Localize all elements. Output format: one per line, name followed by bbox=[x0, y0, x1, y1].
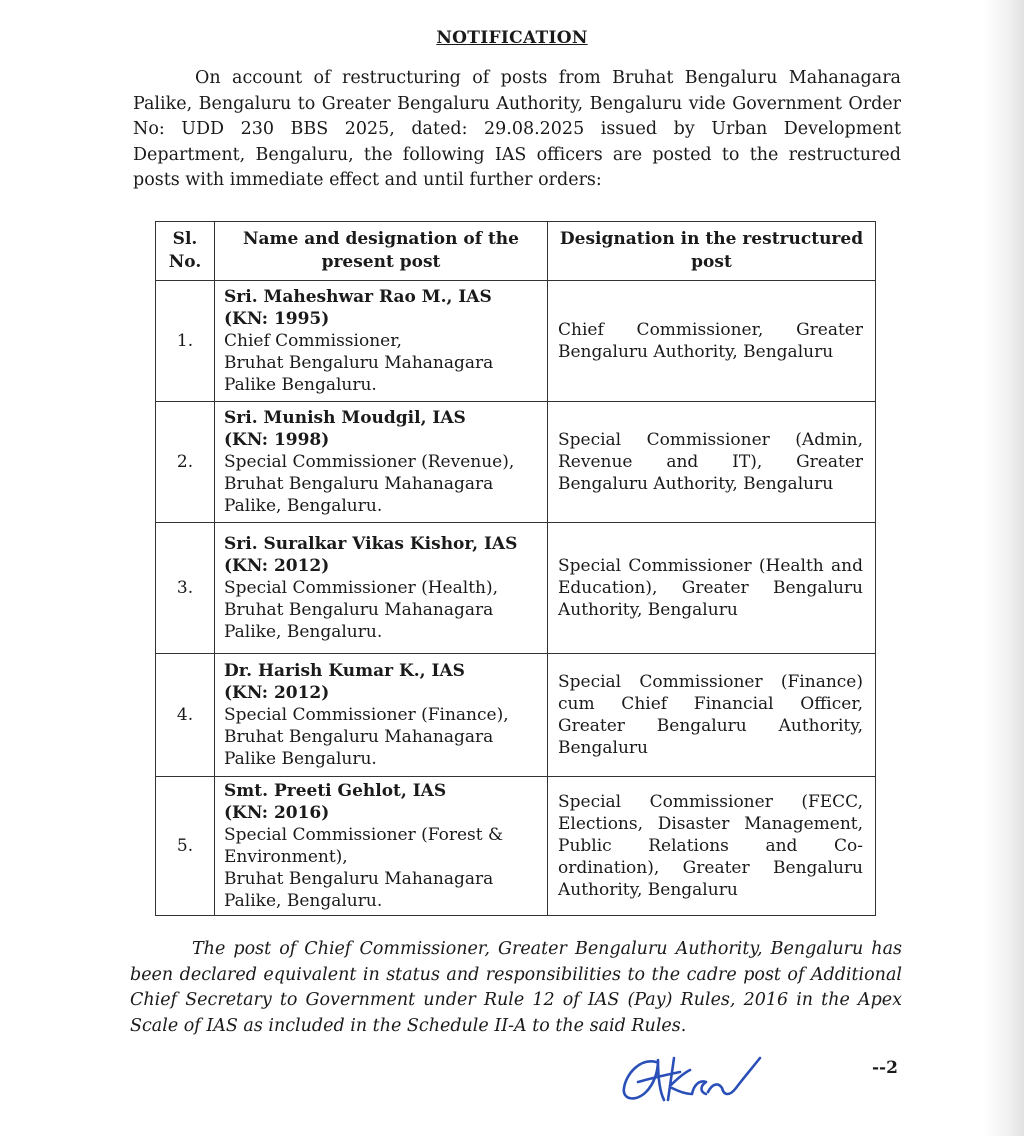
restructured-post-cell: Special Commissioner (FECC, Elections, Disaster Management, Public Relations and Co-ordination), Greater Bengaluru Authority, Bengaluru bbox=[548, 777, 876, 916]
table-row bbox=[156, 402, 876, 523]
present-post-line: Bruhat Bengaluru Mahanagara bbox=[224, 474, 494, 494]
present-post-line: Palike, Bengaluru. bbox=[224, 622, 383, 642]
table-row bbox=[156, 281, 876, 402]
row-slno: 2. bbox=[156, 402, 215, 523]
present-post-line: Special Commissioner (Health), bbox=[224, 578, 499, 598]
present-post-line: Palike Bengaluru. bbox=[224, 375, 377, 395]
restructured-post-cell: Special Commissioner (Health and Education), Greater Bengaluru Authority, Bengaluru bbox=[548, 523, 876, 654]
row-slno: 1. bbox=[156, 281, 215, 402]
officer-name: Dr. Harish Kumar K., IAS bbox=[224, 661, 465, 681]
footnote-paragraph: The post of Chief Commissioner, Greater Bengaluru Authority, Bengaluru has been declared equivalent in status and responsibilities to the cadre post of Additional Chief Secretary to Government under Rule 12 of IAS (Pay) Rules, 2016 in the Apex Scale of IAS as included in the Schedule II-A to the said Rules. bbox=[130, 939, 902, 1036]
officer-cell bbox=[215, 523, 548, 654]
postings-table bbox=[155, 221, 876, 916]
officer-cell bbox=[215, 777, 548, 916]
present-post-line: Palike Bengaluru. bbox=[224, 749, 377, 769]
officer-batch: (KN: 2016) bbox=[224, 803, 330, 823]
header-present-post: Name and designation of the present post bbox=[215, 222, 548, 281]
page-continuation-marker: --2 bbox=[872, 1058, 898, 1078]
table-row bbox=[156, 654, 876, 777]
officer-name: Sri. Munish Moudgil, IAS bbox=[224, 408, 466, 428]
intro-paragraph: On account of restructuring of posts from Bruhat Bengaluru Mahanagara Palike, Bengaluru to Greater Bengaluru Authority, Bengaluru vide Government Order No: UDD 230 BBS 2025, dated: 29.08.2025 issued by Urban Development Department, Bengaluru, the following IAS officers are posted to the restructured posts with immediate effect and until further orders: bbox=[133, 68, 901, 190]
header-restructured-post: Designation in the restructured post bbox=[548, 222, 876, 281]
officer-cell bbox=[215, 654, 548, 777]
table-row bbox=[156, 523, 876, 654]
present-post-line: Bruhat Bengaluru Mahanagara bbox=[224, 600, 494, 620]
row-slno: 3. bbox=[156, 523, 215, 654]
signature-mark bbox=[618, 1048, 763, 1108]
present-post-line: Bruhat Bengaluru Mahanagara bbox=[224, 353, 494, 373]
present-post-line: Special Commissioner (Forest & bbox=[224, 825, 504, 845]
table-row bbox=[156, 777, 876, 916]
present-post-line: Bruhat Bengaluru Mahanagara bbox=[224, 727, 494, 747]
restructured-post-cell: Special Commissioner (Finance) cum Chief Financial Officer, Greater Bengaluru Authority, Bengaluru bbox=[548, 654, 876, 777]
row-slno: 5. bbox=[156, 777, 215, 916]
officer-name: Smt. Preeti Gehlot, IAS bbox=[224, 781, 447, 801]
officer-batch: (KN: 2012) bbox=[224, 556, 330, 576]
present-post-line: Special Commissioner (Finance), bbox=[224, 705, 509, 725]
restructured-post-cell: Chief Commissioner, Greater Bengaluru Authority, Bengaluru bbox=[548, 281, 876, 402]
present-post-line: Bruhat Bengaluru Mahanagara bbox=[224, 869, 494, 889]
row-slno: 4. bbox=[156, 654, 215, 777]
present-post-line: Palike, Bengaluru. bbox=[224, 891, 383, 911]
restructured-post-cell: Special Commissioner (Admin, Revenue and IT), Greater Bengaluru Authority, Bengaluru bbox=[548, 402, 876, 523]
present-post-line: Chief Commissioner, bbox=[224, 331, 402, 351]
officer-name: Sri. Suralkar Vikas Kishor, IAS bbox=[224, 534, 518, 554]
officer-cell bbox=[215, 402, 548, 523]
header-slno: Sl. No. bbox=[156, 222, 215, 281]
document-title: NOTIFICATION bbox=[436, 28, 588, 48]
officer-name: Sri. Maheshwar Rao M., IAS bbox=[224, 287, 492, 307]
officer-batch: (KN: 1995) bbox=[224, 309, 330, 329]
officer-batch: (KN: 1998) bbox=[224, 430, 330, 450]
table-header-row bbox=[156, 222, 876, 281]
present-post-line: Special Commissioner (Revenue), bbox=[224, 452, 515, 472]
officer-batch: (KN: 2012) bbox=[224, 683, 330, 703]
officer-cell bbox=[215, 281, 548, 402]
present-post-line: Palike, Bengaluru. bbox=[224, 496, 383, 516]
present-post-line: Environment), bbox=[224, 847, 348, 867]
